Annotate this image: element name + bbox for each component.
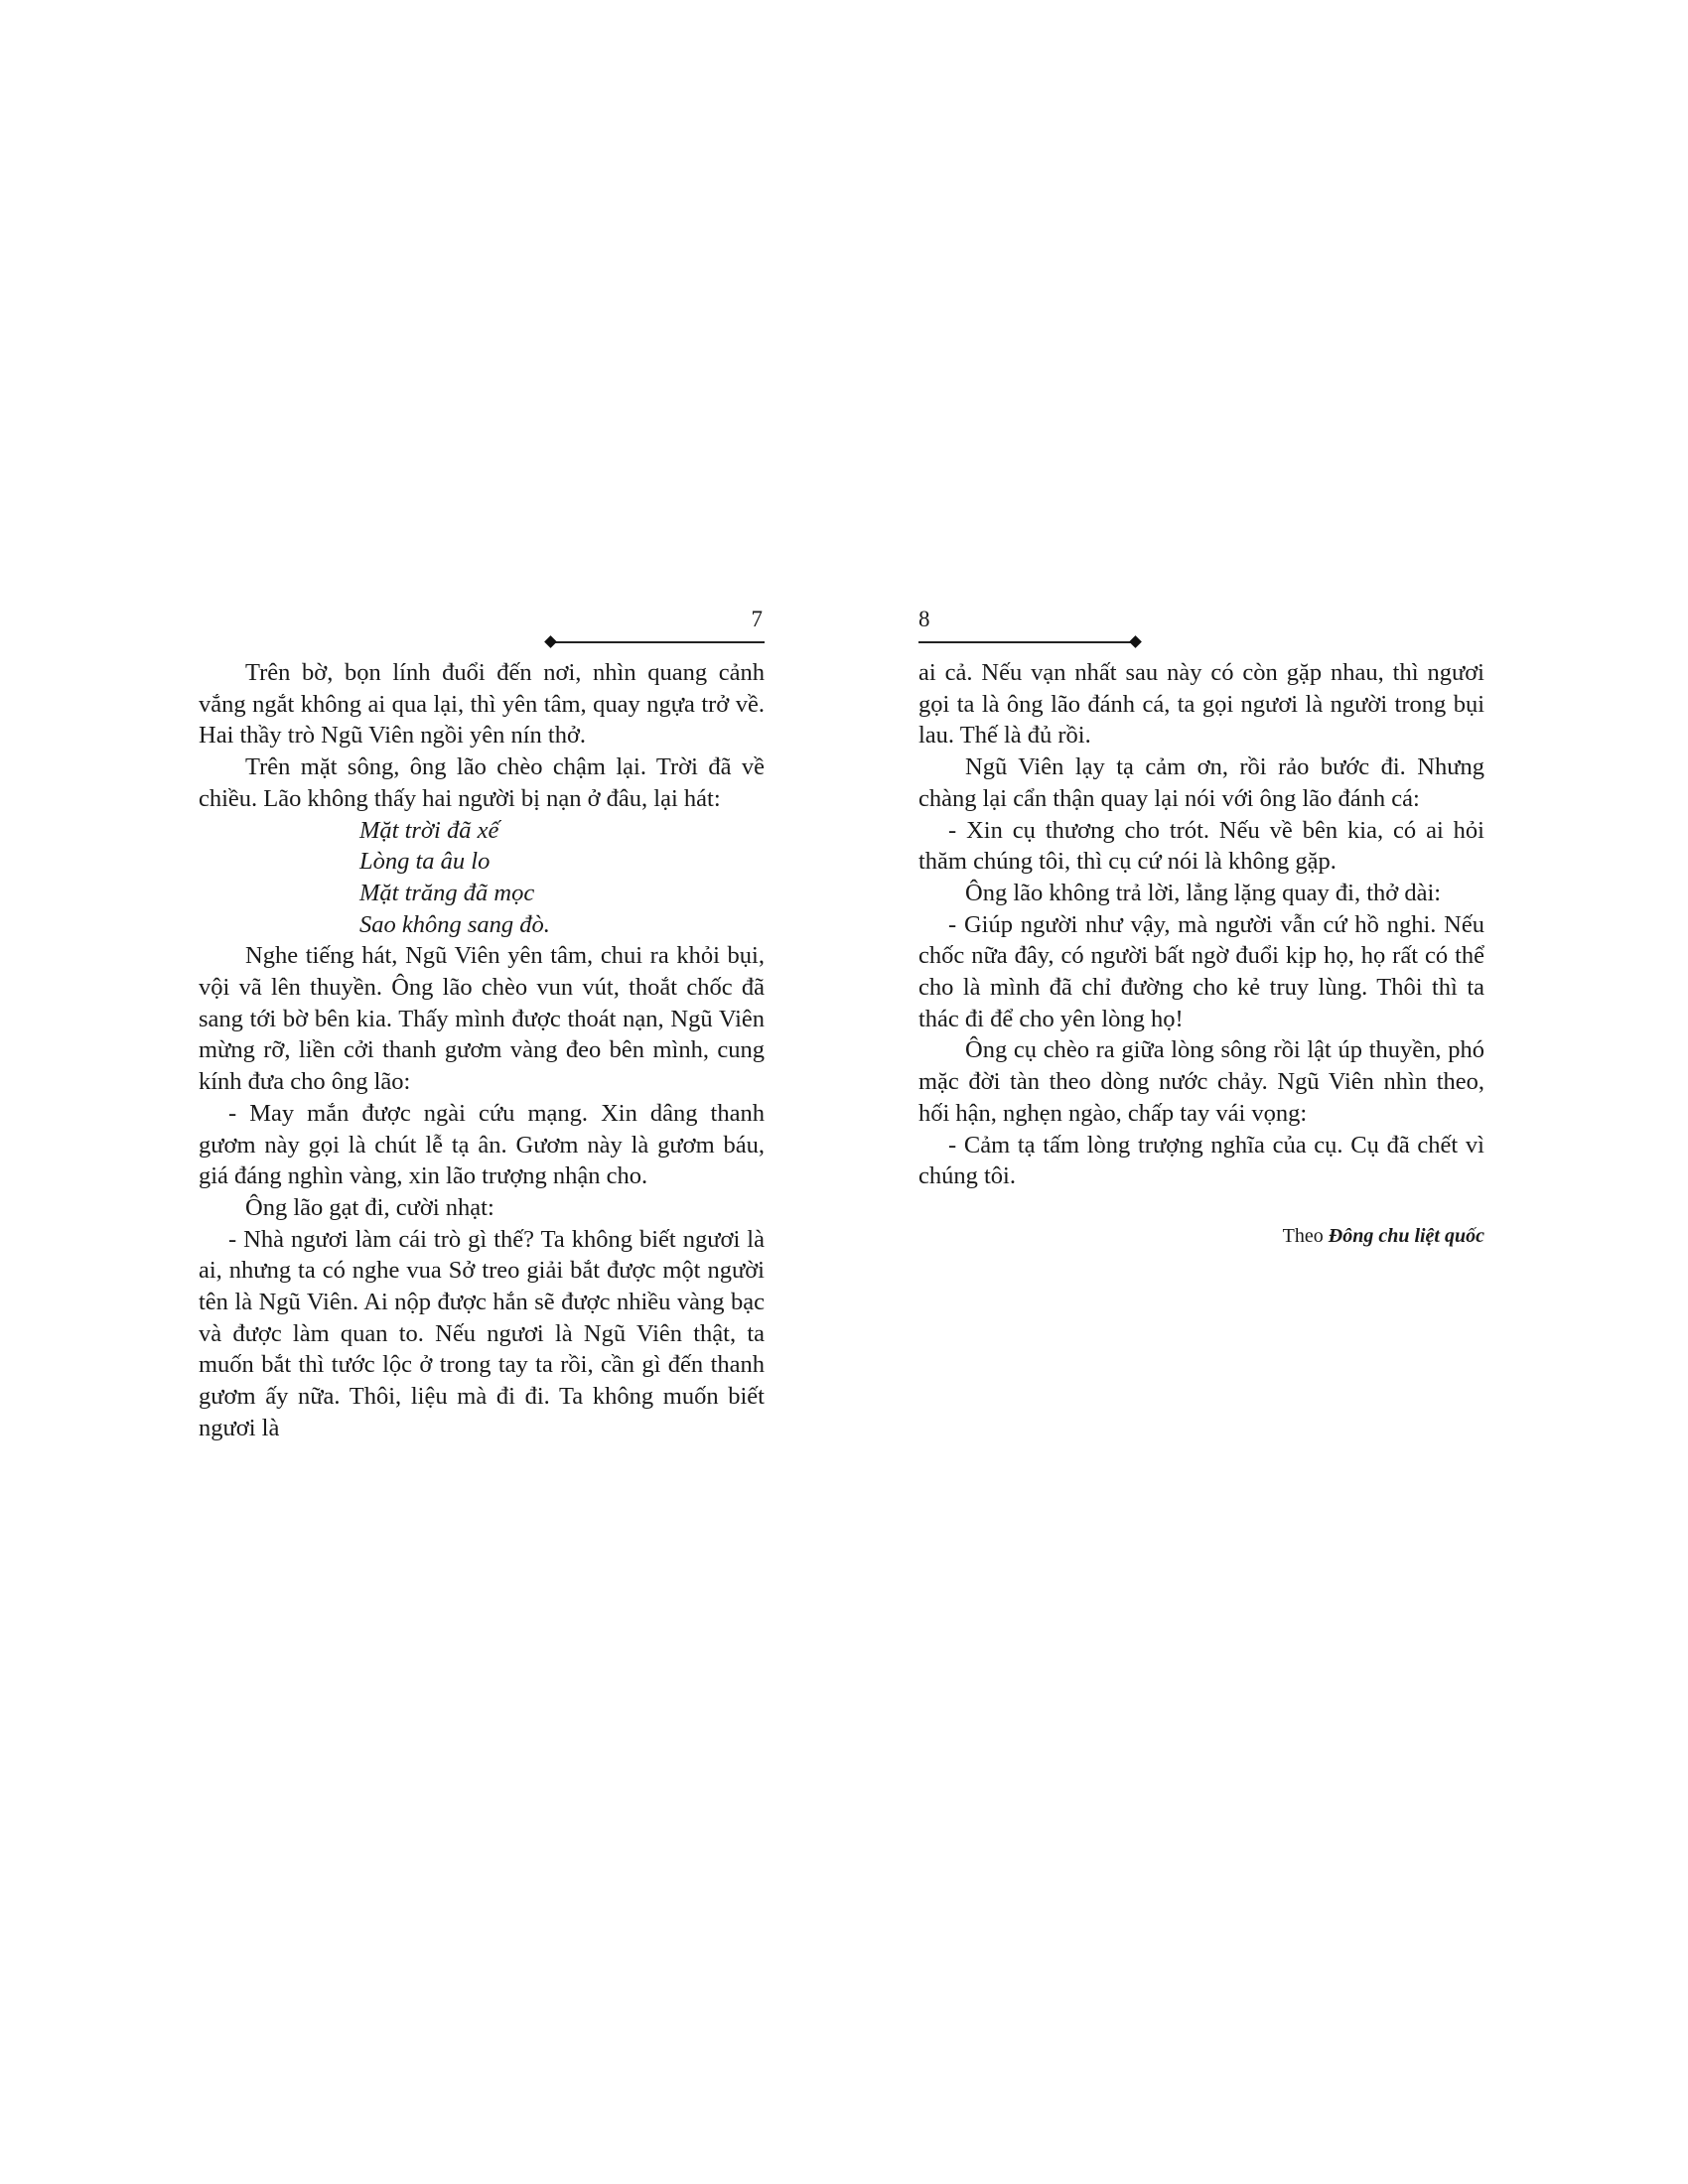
paragraph: Ngũ Viên lạy tạ cảm ơn, rồi rảo bước đi. Nhưng chàng lại cẩn thận quay lại nói với ông lão đánh cá: [918, 753, 1484, 812]
poem-line: Lòng ta âu lo [359, 848, 491, 876]
body-text [199, 657, 765, 1444]
attribution-prefix: Theo [1282, 1224, 1329, 1247]
left-page [199, 606, 765, 1444]
paragraph: Trên mặt sông, ông lão chèo chậm lại. Trời đã về chiều. Lão không thấy hai người bị nạn ở đâu, lại hát: [199, 753, 765, 812]
poem-line: Mặt trời đã xế [359, 816, 499, 844]
poem-line: Sao không sang đò. [359, 910, 550, 938]
attribution-work-title: Đông chu liệt quốc [1328, 1224, 1484, 1247]
dialogue-paragraph: - May mắn được ngài cứu mạng. Xin dâng thanh gươm này gọi là chút lễ tạ ân. Gươm này là gươm báu, giá đáng nghìn vàng, xin lão trượng nhận cho. [199, 1099, 765, 1190]
page-header [199, 606, 765, 657]
dialogue-paragraph: - Cảm tạ tấm lòng trượng nghĩa của cụ. Cụ đã chết vì chúng tôi. [918, 1131, 1484, 1190]
page-number: 8 [918, 607, 930, 631]
page-number: 7 [751, 607, 763, 631]
source-attribution [918, 1222, 1484, 1250]
paragraph: Trên bờ, bọn lính đuổi đến nơi, nhìn quang cảnh vắng ngắt không ai qua lại, thì yên tâm, quay ngựa trở về. Hai thầy trò Ngũ Viên ngồi yên nín thở. [199, 659, 765, 750]
diamond-ornament-icon [1129, 635, 1142, 648]
dialogue-paragraph: - Xin cụ thương cho trót. Nếu về bên kia, có ai hỏi thăm chúng tôi, thì cụ cứ nói là không gặp. [918, 816, 1484, 876]
poem [199, 815, 765, 941]
paragraph: Ông cụ chèo ra giữa lòng sông rồi lật úp thuyền, phó mặc đời tàn theo dòng nước chảy. Ngũ Viên nhìn theo, hối hận, nghẹn ngào, chấp tay vái vọng: [918, 1036, 1484, 1127]
continued-paragraph: ai cả. Nếu vạn nhất sau này có còn gặp nhau, thì ngươi gọi ta là ông lão đánh cá, ta gọi ngươi là người trong bụi lau. Thế là đủ rồi. [918, 659, 1484, 750]
body-text [918, 657, 1484, 1192]
dialogue-paragraph: - Nhà ngươi làm cái trò gì thế? Ta không biết ngươi là ai, nhưng ta có nghe vua Sở treo giải bắt được một người tên là Ngũ Viên. Ai nộp được hắn sẽ được nhiều vàng bạc và được làm quan to. Nếu ngươi là Ngũ Viên thật, ta muốn bắt thì tước lộc ở trong tay ta rồi, cần gì đến thanh gươm ấy nữa. Thôi, liệu mà đi đi. Ta không muốn biết ngươi là [199, 1225, 765, 1441]
right-page [918, 606, 1484, 1250]
header-rule [551, 641, 765, 643]
header-rule [918, 641, 1135, 643]
paragraph: Ông lão gạt đi, cười nhạt: [245, 1193, 494, 1221]
dialogue-paragraph: - Giúp người như vậy, mà người vẫn cứ hồ nghi. Nếu chốc nữa đây, có người bất ngờ đuổi kịp họ, họ rất có thể cho là mình đã chỉ đường cho kẻ truy lùng. Thôi thì ta thác đi để cho yên lòng họ! [918, 910, 1484, 1032]
diamond-ornament-icon [544, 635, 557, 648]
poem-line: Mặt trăng đã mọc [359, 879, 535, 906]
paragraph: Ông lão không trả lời, lẳng lặng quay đi, thở dài: [965, 879, 1442, 906]
page-header [918, 606, 1484, 657]
paragraph: Nghe tiếng hát, Ngũ Viên yên tâm, chui ra khỏi bụi, vội vã lên thuyền. Ông lão chèo vun vút, thoắt chốc đã sang tới bờ bên kia. Thấy mình được thoát nạn, Ngũ Viên mừng rỡ, liền cởi thanh gươm vàng đeo bên mình, cung kính đưa cho ông lão: [199, 942, 765, 1096]
